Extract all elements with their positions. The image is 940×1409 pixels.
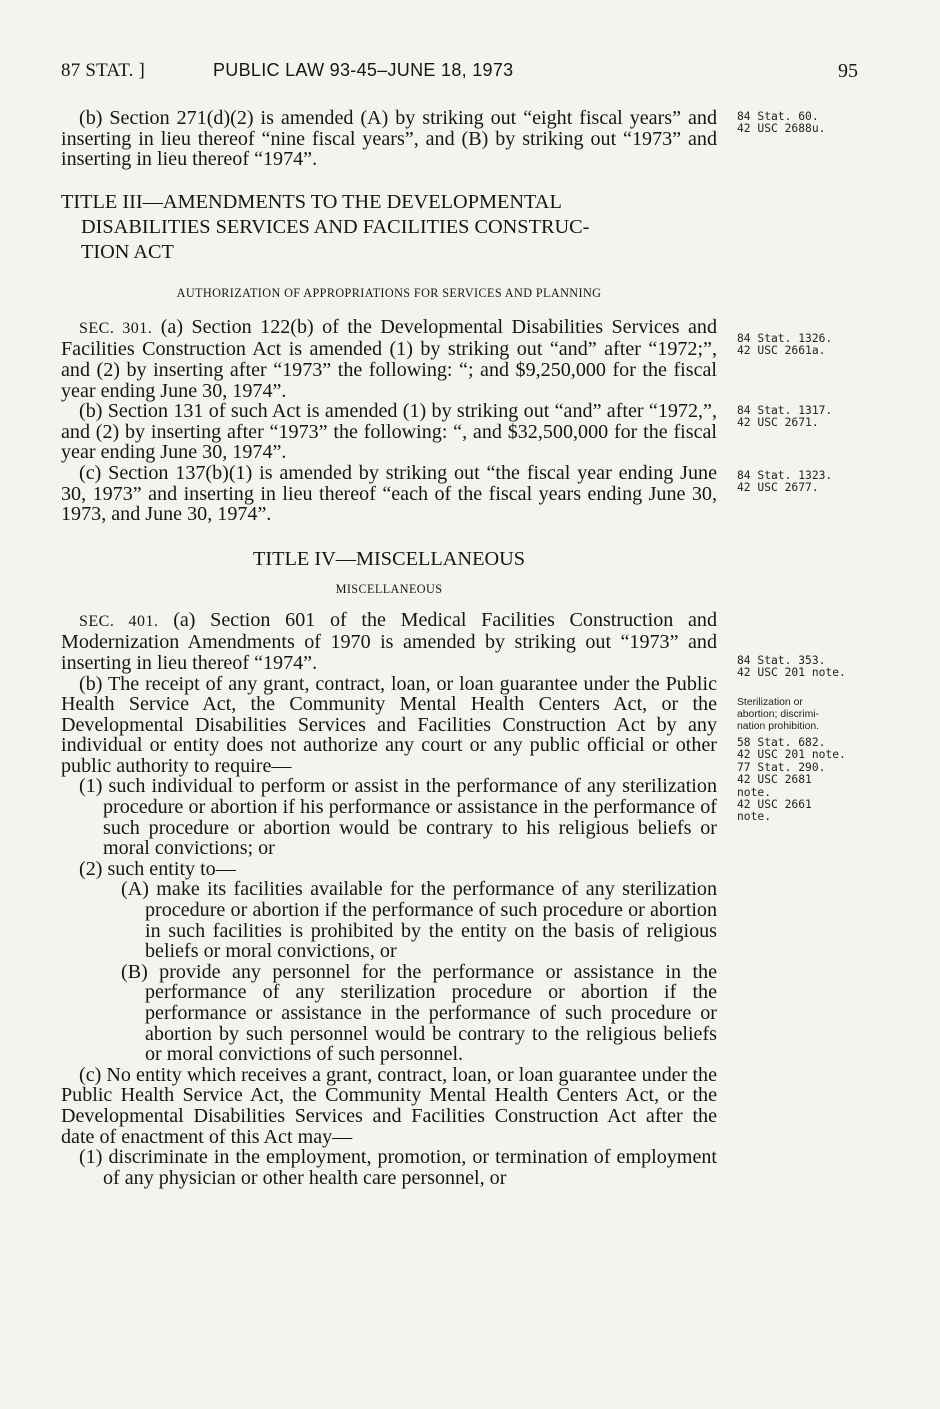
section-301a-text: (a) Section 122(b) of the Developmental Disabilities Services and Facilities Construction Act is amended (1) by striking out “and” after “1972;”, and (2) by inserting after “1973” the following: “; and $9,250,000 for the fiscal year ending June 30, 1974”. — [61, 315, 717, 402]
section-401c1-paragraph: (1) discriminate in the employment, promotion, or termination of employment of any physician or other health care personnel, or — [79, 1146, 717, 1189]
title-iii-line-3: TION ACT — [81, 240, 174, 263]
title-iii-line-1: TITLE III—AMENDMENTS TO THE DEVELOPMENTAL — [61, 190, 562, 213]
public-law-header: PUBLIC LAW 93-45–JUNE 18, 1973 — [213, 60, 514, 80]
section-401b2A-paragraph: (A) make its facilities available for the performance of any sterilization procedure or abortion if the performance of such procedure or abortion in such facilities is prohibited by the entity on the basis of religious beliefs or moral convictions, or — [121, 878, 717, 963]
section-301-label: SEC. 301. — [79, 319, 153, 337]
section-301c-paragraph: (c) Section 137(b)(1) is amended by striking out “the fiscal year ending June 30, 1973” and inserting in lieu thereof “each of the fiscal years ending June 30, 1973, and June 30, 1974”. — [61, 461, 717, 526]
section-401c-paragraph: (c) No entity which receives a grant, contract, loan, or loan guarantee under the Public Health Service Act, the Community Mental Health Centers Act, or the Developmental Disabilities Services and Facilities Construction Act after the date of enactment of this Act may— — [61, 1063, 717, 1148]
page-number: 95 — [838, 60, 858, 82]
margin-note-5: 84 Stat. 353. 42 USC 201 note. — [737, 654, 846, 680]
title-iii-subheading: AUTHORIZATION OF APPROPRIATIONS FOR SERVICES AND PLANNING — [176, 285, 602, 300]
title-iv-subheading: MISCELLANEOUS — [335, 581, 443, 596]
margin-note-2: 84 Stat. 1326. 42 USC 2661a. — [737, 332, 833, 358]
margin-note-3: 84 Stat. 1317. 42 USC 2671. — [737, 404, 833, 430]
section-401b2-paragraph: (2) such entity to— — [79, 857, 236, 880]
section-301a-paragraph — [61, 317, 717, 401]
section-401a-text: (a) Section 601 of the Medical Facilities Construction and Modernization Amendments of 1970 is amended by striking out “1973” and inserting in lieu thereof “1974”. — [61, 608, 717, 674]
title-iii-line-2: DISABILITIES SERVICES AND FACILITIES CONSTRUC- — [81, 215, 590, 238]
section-401b1-paragraph: (1) such individual to perform or assist in the performance of any sterilization procedure or abortion if his performance or assistance in the performance of such procedure or abortion would be contrary to his religious beliefs or moral convictions; or — [79, 775, 717, 860]
section-301b-paragraph: (b) Section 131 of such Act is amended (1) by striking out “and” after “1972,”, and (2) by inserting after “1973” the following: “, and $32,500,000 for the fiscal year ending June 30, 1974”. — [61, 400, 717, 464]
body-text — [61, 108, 717, 1188]
section-401-label: SEC. 401. — [79, 612, 159, 630]
section-401b-paragraph: (b) The receipt of any grant, contract, loan, or loan guarantee under the Public Health Service Act, the Community Mental Health Centers Act, or the Developmental Disabilities Services and Facilities Construction Act by any individual or entity does not authorize any court or any public official or other public authority to require— — [61, 672, 717, 777]
section-271-paragraph: (b) Section 271(d)(2) is amended (A) by striking out “eight fiscal years” and inserting in lieu thereof “nine fiscal years”, and (B) by striking out “1973” and inserting in lieu thereof “1974”. — [61, 107, 717, 171]
title-iv-heading: TITLE IV—MISCELLANEOUS — [252, 547, 526, 570]
statute-volume-header: 87 STAT. ] — [61, 60, 146, 81]
margin-note-citations: 58 Stat. 682. 42 USC 201 note. 77 Stat. 290. 42 USC 2681 note. 42 USC 2661 note. — [737, 736, 846, 824]
section-401a-paragraph — [61, 610, 717, 674]
title-iii-heading — [61, 190, 717, 265]
margin-note-4: 84 Stat. 1323. 42 USC 2677. — [737, 469, 833, 495]
margin-note-sterilization: Sterilization or abortion; discrimi- nation prohibition. — [737, 697, 820, 732]
margin-note-1: 84 Stat. 60. 42 USC 2688u. — [737, 110, 826, 136]
section-401b2B-paragraph: (B) provide any personnel for the performance or assistance in the performance of any sterilization procedure or abortion if the performance or assistance in the performance of such procedure or abortion by such personnel would be contrary to the religious beliefs or moral convictions of such personnel. — [121, 960, 717, 1066]
